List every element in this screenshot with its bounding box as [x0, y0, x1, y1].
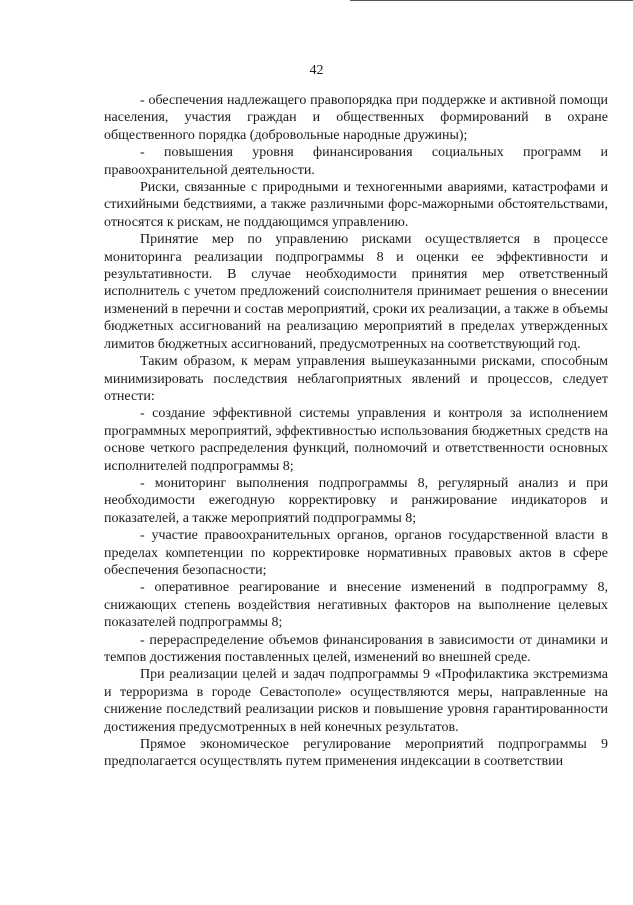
- page-top-edge-line: [350, 0, 633, 1]
- paragraph-public-order: - обеспечения надлежащего правопорядка при поддержке и активной помощи населения, участия граждан и общественных формирований в охране общественного порядка (добровольные народные дружины);: [104, 93, 608, 143]
- paragraph-monitoring: - мониторинг выполнения подпрограммы 8, регулярный анализ и при необходимости ежегодную корректировку и ранжирование индикаторов и показателей, а также мероприятий подпрограммы 8;: [104, 475, 608, 526]
- paragraph-economic-regulation: Прямое экономическое регулирование мероприятий подпрограммы 9 предполагается осуществлять путем применения индексации в соответствии: [104, 737, 608, 770]
- paragraph-risk-measures-intro: Таким образом, к мерам управления вышеуказанными рисками, способным минимизировать последствия неблагоприятных явлений и процессов, следует отнести:: [104, 354, 608, 404]
- paragraph-control-system: - создание эффективной системы управления и контроля за исполнением программных мероприятий, эффективностью использования бюджетных средств на основе четкого распределения функций, полномочий и ответственности основных исполнителей подпрограммы 8;: [104, 406, 608, 474]
- document-body: [104, 92, 608, 771]
- paragraph-operative-response: - оперативное реагирование и внесение изменений в подпрограмму 8, снижающих степень воздействия негативных факторов на выполнение целевых показателей подпрограммы 8;: [104, 580, 608, 631]
- page-number: 42: [309, 63, 324, 78]
- paragraph-funding-increase: - повышения уровня финансирования социальных программ и правоохранительной деятельности.: [104, 145, 608, 178]
- paragraph-redistribution: - перераспределение объемов финансирования в зависимости от динамики и темпов достижения поставленных целей, изменений во внешней среде.: [104, 632, 608, 665]
- paragraph-subprogram-9: При реализации целей и задач подпрограммы 9 «Профилактика экстремизма и терроризма в городе Севастополе» осуществляются меры, направленные на снижение последствий реализации рисков и повышение уровня гарантированности достижения предусмотренных в ней конечных результатов.: [104, 667, 608, 735]
- paragraph-risk-management: Принятие мер по управлению рисками осуществляется в процессе мониторинга реализации подпрограммы 8 и оценки ее эффективности и результативности. В случае необходимости принятия мер ответственный исполнитель с учетом предложений соисполнителя принимает решения о внесении изменений в перечни и состав мероприятий, сроки их реализации, а также в объемы бюджетных ассигнований на реализацию мероприятий в пределах утвержденных лимитов бюджетных ассигнований, предусмотренных на соответствующий год.: [104, 232, 609, 352]
- paragraph-law-enforcement: - участие правоохранительных органов, органов государственной власти в пределах компетенции по корректировке нормативных правовых актов в сфере обеспечения безопасности;: [104, 528, 608, 578]
- paragraph-natural-risks: Риски, связанные с природными и техногенными авариями, катастрофами и стихийными бедствиями, а также различными форс-мажорными обстоятельствами, относятся к рискам, не поддающимся управлению.: [104, 180, 608, 230]
